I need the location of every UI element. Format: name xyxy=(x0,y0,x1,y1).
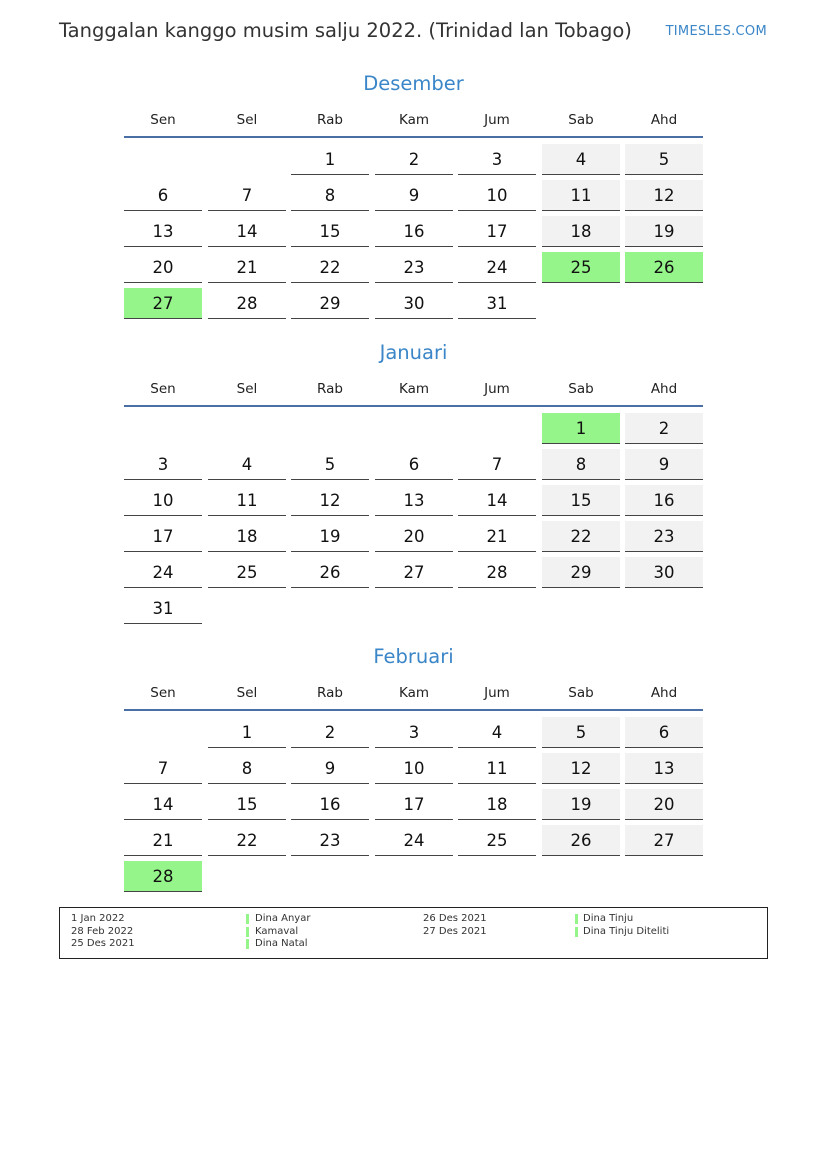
day-cell: 6 xyxy=(375,449,453,480)
legend-date: 1 Jan 2022 xyxy=(71,913,125,924)
day-cell: 10 xyxy=(124,485,202,516)
weekday-label: Kam xyxy=(398,685,430,701)
day-cell: 20 xyxy=(375,521,453,552)
day-cell: 21 xyxy=(208,252,286,283)
day-cell: 31 xyxy=(124,593,202,624)
weekday-label: Kam xyxy=(398,381,430,397)
day-cell: 1 xyxy=(542,413,620,444)
weekday-label: Sen xyxy=(150,685,176,701)
day-cell: 20 xyxy=(625,789,703,820)
day-cell: 29 xyxy=(291,288,369,319)
day-cell: 30 xyxy=(625,557,703,588)
day-cell: 25 xyxy=(208,557,286,588)
legend-holiday: Dina Tinju xyxy=(583,913,634,924)
day-cell: 4 xyxy=(208,449,286,480)
day-cell: 28 xyxy=(124,861,202,892)
day-cell: 23 xyxy=(625,521,703,552)
day-cell: 16 xyxy=(291,789,369,820)
day-cell: 23 xyxy=(375,252,453,283)
weekday-label: Ahd xyxy=(650,381,678,397)
day-cell: 10 xyxy=(458,180,536,211)
day-cell: 5 xyxy=(291,449,369,480)
day-cell: 14 xyxy=(124,789,202,820)
day-cell: 1 xyxy=(208,717,286,748)
day-cell: 18 xyxy=(208,521,286,552)
header-divider xyxy=(124,709,703,711)
day-cell: 17 xyxy=(375,789,453,820)
day-cell: 22 xyxy=(208,825,286,856)
day-cell: 12 xyxy=(625,180,703,211)
day-cell: 26 xyxy=(625,252,703,283)
day-cell: 20 xyxy=(124,252,202,283)
weekday-label: Rab xyxy=(317,381,343,397)
weekday-header xyxy=(124,381,703,399)
day-cell: 9 xyxy=(625,449,703,480)
day-cell: 25 xyxy=(458,825,536,856)
day-cell: 25 xyxy=(542,252,620,283)
site-link[interactable]: TIMESLES.COM xyxy=(665,24,767,39)
legend-holiday: Dina Natal xyxy=(255,938,308,949)
weekday-label: Jum xyxy=(484,381,510,397)
day-cell: 14 xyxy=(208,216,286,247)
day-cell: 26 xyxy=(291,557,369,588)
month-name: Desember xyxy=(363,72,464,95)
day-cell: 3 xyxy=(458,144,536,175)
legend-date: 25 Des 2021 xyxy=(71,938,135,949)
day-cell: 23 xyxy=(291,825,369,856)
day-cell: 15 xyxy=(208,789,286,820)
day-cell: 19 xyxy=(291,521,369,552)
weekday-label: Sel xyxy=(236,381,258,397)
day-cell: 18 xyxy=(542,216,620,247)
day-cell: 6 xyxy=(124,180,202,211)
day-cell: 4 xyxy=(542,144,620,175)
day-cell: 17 xyxy=(458,216,536,247)
day-cell: 7 xyxy=(124,753,202,784)
weekday-header xyxy=(124,685,703,703)
legend-date: 28 Feb 2022 xyxy=(71,926,134,937)
holiday-marker-icon xyxy=(246,939,249,949)
day-cell: 2 xyxy=(625,413,703,444)
month-name: Januari xyxy=(379,341,448,364)
day-cell: 24 xyxy=(375,825,453,856)
weekday-label: Sen xyxy=(150,112,176,128)
weekday-label: Jum xyxy=(484,112,510,128)
day-cell: 30 xyxy=(375,288,453,319)
page-title: Tanggalan kanggo musim salju 2022. (Trinidad lan Tobago) xyxy=(59,19,632,42)
day-cell: 31 xyxy=(458,288,536,319)
day-cell: 13 xyxy=(124,216,202,247)
day-cell: 12 xyxy=(291,485,369,516)
day-cell: 19 xyxy=(542,789,620,820)
weekday-label: Kam xyxy=(398,112,430,128)
day-cell: 22 xyxy=(542,521,620,552)
day-cell: 3 xyxy=(375,717,453,748)
holiday-legend xyxy=(59,907,768,959)
day-cell: 6 xyxy=(625,717,703,748)
weekday-label: Sab xyxy=(568,381,594,397)
legend-holiday: Dina Anyar xyxy=(255,913,311,924)
day-cell: 8 xyxy=(542,449,620,480)
weekday-label: Ahd xyxy=(650,112,678,128)
day-cell: 27 xyxy=(375,557,453,588)
day-cell: 21 xyxy=(458,521,536,552)
day-cell: 9 xyxy=(375,180,453,211)
day-cell: 11 xyxy=(542,180,620,211)
header-divider xyxy=(124,136,703,138)
day-cell: 11 xyxy=(458,753,536,784)
day-cell: 13 xyxy=(375,485,453,516)
holiday-marker-icon xyxy=(246,927,249,937)
legend-holiday: Dina Tinju Diteliti xyxy=(583,926,670,937)
day-cell: 17 xyxy=(124,521,202,552)
day-cell: 16 xyxy=(375,216,453,247)
day-cell: 27 xyxy=(625,825,703,856)
day-cell: 19 xyxy=(625,216,703,247)
day-cell: 14 xyxy=(458,485,536,516)
day-cell: 28 xyxy=(208,288,286,319)
day-cell: 2 xyxy=(291,717,369,748)
day-cell: 16 xyxy=(625,485,703,516)
day-cell: 5 xyxy=(625,144,703,175)
holiday-marker-icon xyxy=(575,914,578,924)
weekday-label: Sel xyxy=(236,112,258,128)
day-cell: 2 xyxy=(375,144,453,175)
day-cell: 9 xyxy=(291,753,369,784)
day-cell: 24 xyxy=(458,252,536,283)
day-cell: 22 xyxy=(291,252,369,283)
day-cell: 3 xyxy=(124,449,202,480)
day-cell: 15 xyxy=(291,216,369,247)
day-cell: 5 xyxy=(542,717,620,748)
holiday-marker-icon xyxy=(575,927,578,937)
day-cell: 8 xyxy=(208,753,286,784)
day-cell: 7 xyxy=(458,449,536,480)
day-cell: 7 xyxy=(208,180,286,211)
weekday-label: Sen xyxy=(150,381,176,397)
weekday-label: Sab xyxy=(568,112,594,128)
legend-holiday: Kamaval xyxy=(255,926,299,937)
day-cell: 15 xyxy=(542,485,620,516)
day-cell: 4 xyxy=(458,717,536,748)
holiday-marker-icon xyxy=(246,914,249,924)
day-cell: 29 xyxy=(542,557,620,588)
weekday-label: Sab xyxy=(568,685,594,701)
weekday-label: Rab xyxy=(317,685,343,701)
month-name: Februari xyxy=(373,645,454,668)
day-cell: 13 xyxy=(625,753,703,784)
weekday-label: Rab xyxy=(317,112,343,128)
day-cell: 11 xyxy=(208,485,286,516)
weekday-label: Sel xyxy=(236,685,258,701)
day-cell: 10 xyxy=(375,753,453,784)
day-cell: 26 xyxy=(542,825,620,856)
legend-date: 26 Des 2021 xyxy=(423,913,487,924)
weekday-label: Jum xyxy=(484,685,510,701)
day-cell: 1 xyxy=(291,144,369,175)
day-cell: 28 xyxy=(458,557,536,588)
weekday-label: Ahd xyxy=(650,685,678,701)
day-cell: 27 xyxy=(124,288,202,319)
day-cell: 21 xyxy=(124,825,202,856)
day-cell: 24 xyxy=(124,557,202,588)
day-cell: 18 xyxy=(458,789,536,820)
day-cell: 12 xyxy=(542,753,620,784)
legend-date: 27 Des 2021 xyxy=(423,926,487,937)
header-divider xyxy=(124,405,703,407)
weekday-header xyxy=(124,112,703,130)
day-cell: 8 xyxy=(291,180,369,211)
